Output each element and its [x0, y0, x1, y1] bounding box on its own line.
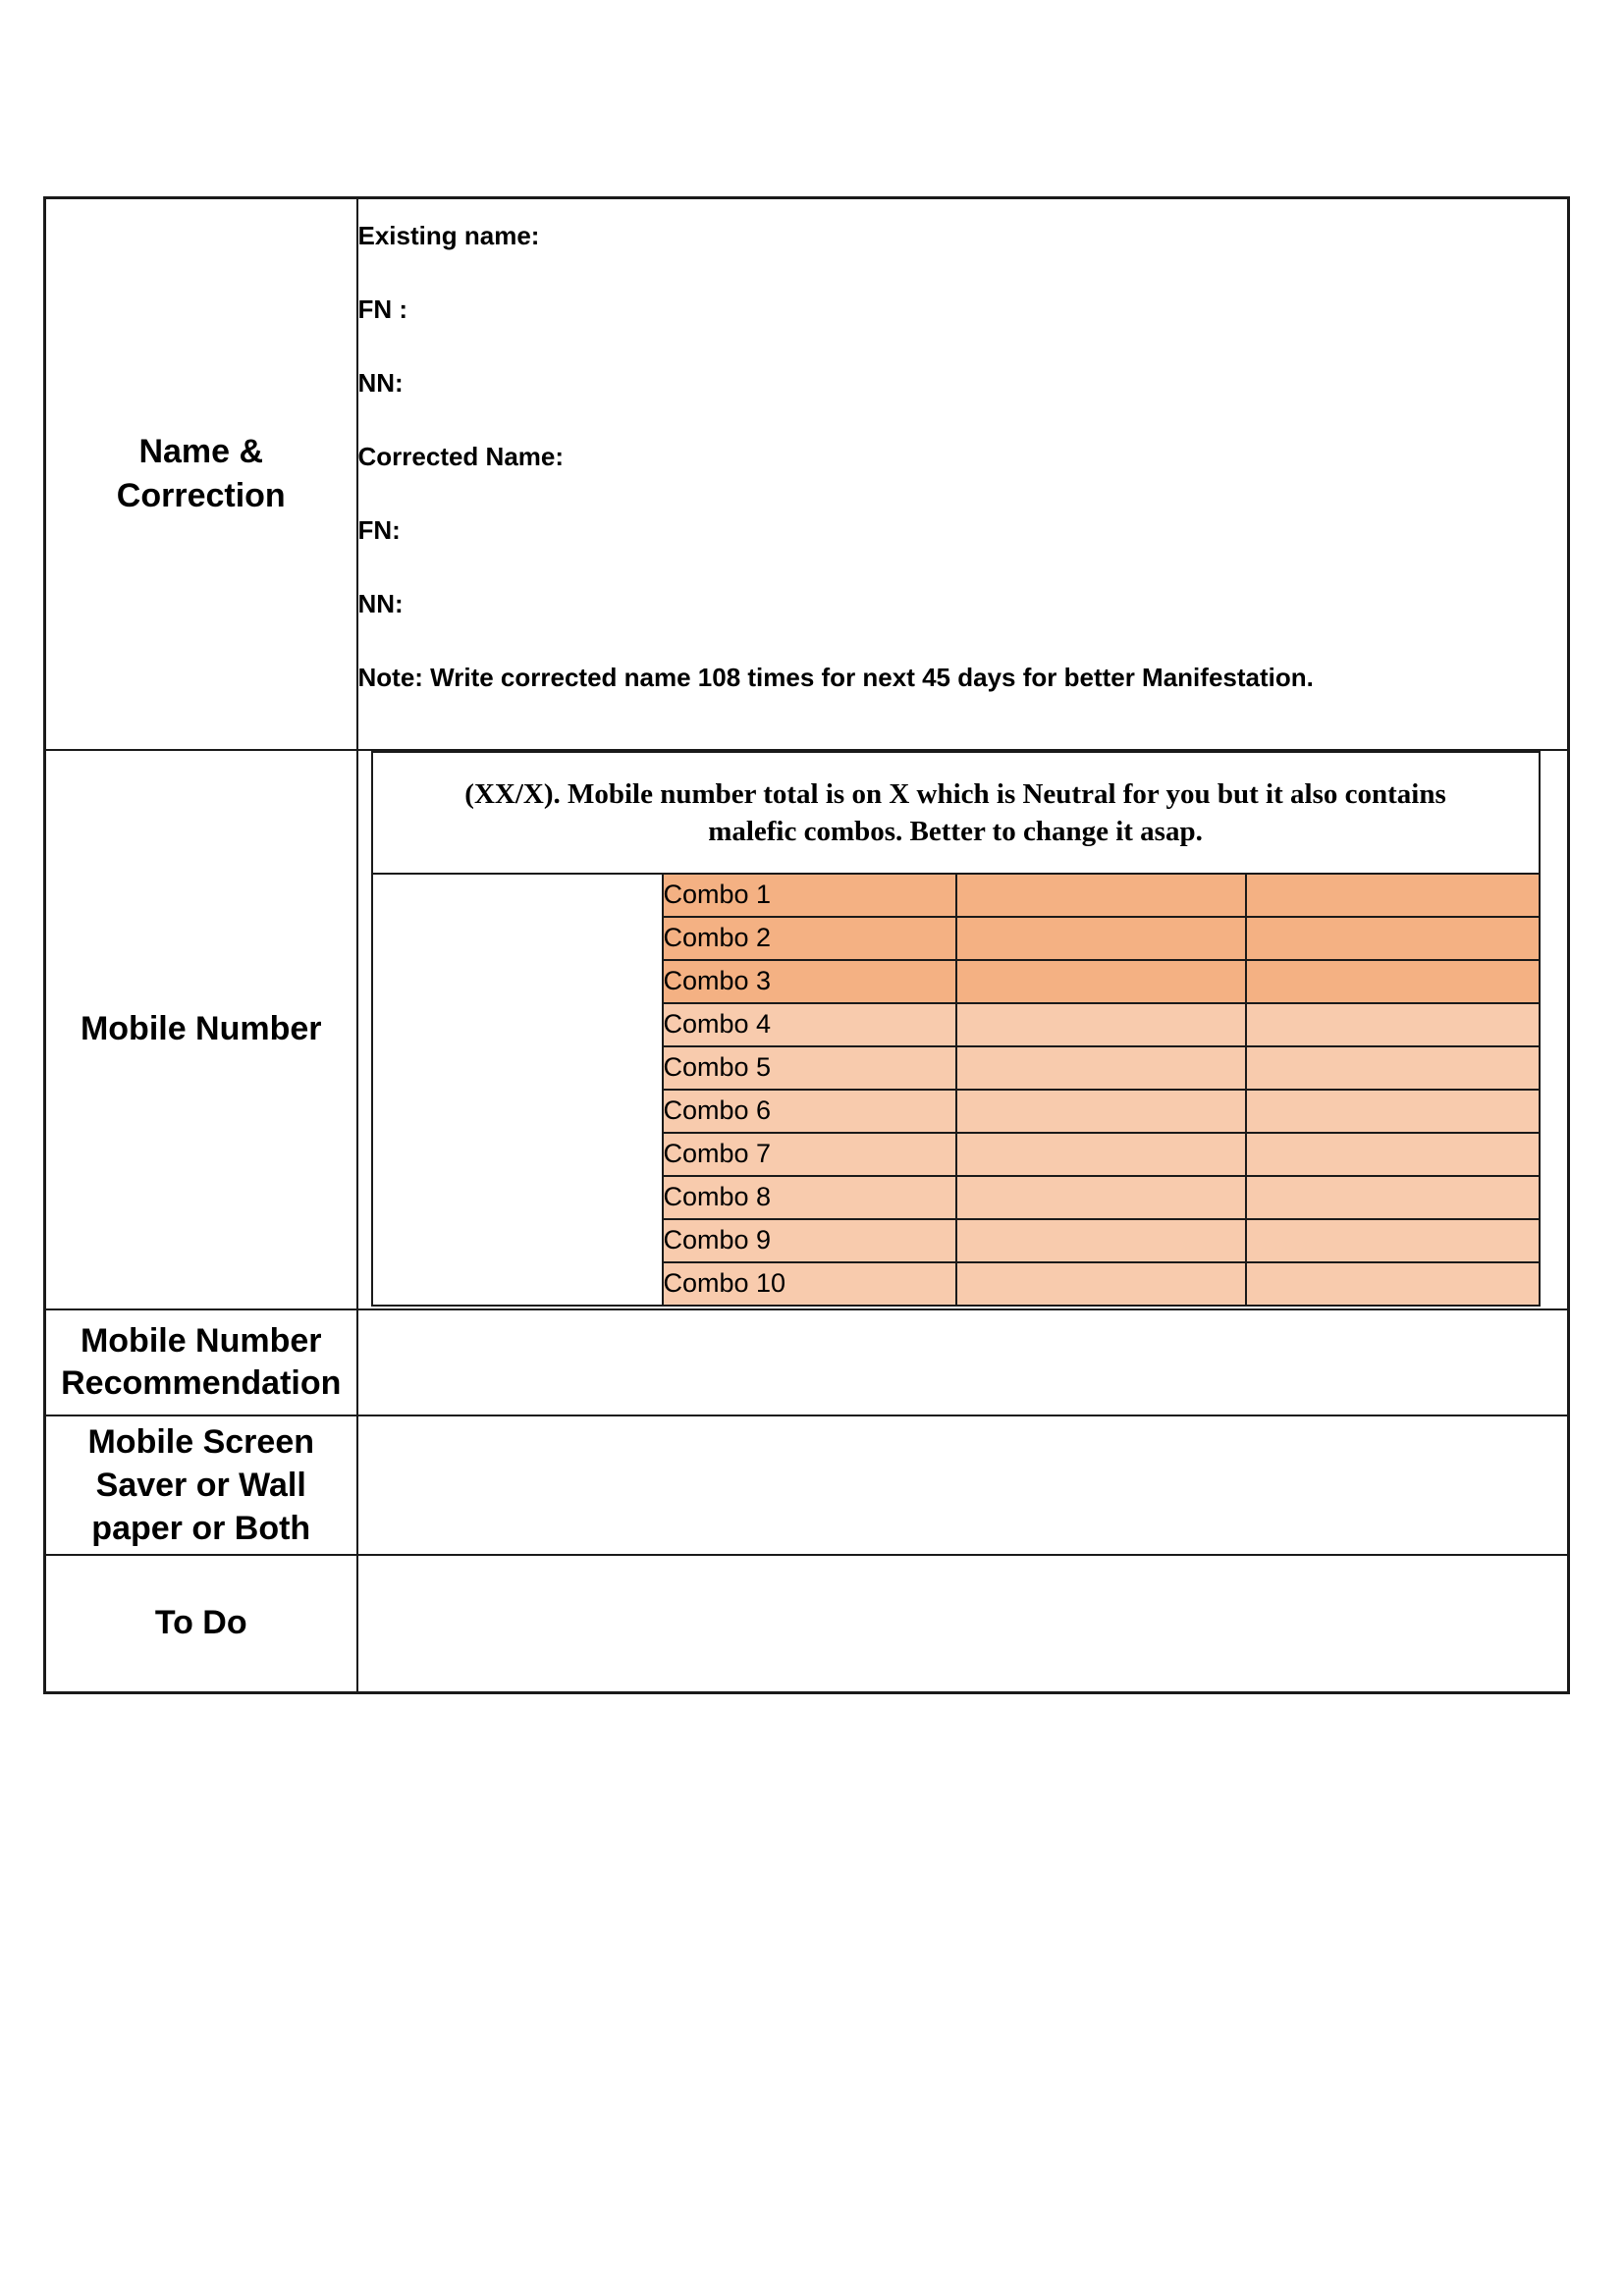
- row-mobile-number: [45, 750, 1569, 1309]
- combo-value-cell: [1246, 1090, 1540, 1133]
- to-do-label: [45, 1555, 357, 1693]
- mobile-screen-saver-content: [357, 1415, 1569, 1555]
- mobile-number-recommendation-content: [357, 1309, 1569, 1415]
- nn-line: NN:: [357, 368, 404, 398]
- combo-label: Combo 10: [663, 1262, 956, 1306]
- to-do-content: [357, 1555, 1569, 1693]
- label-line: Saver or Wall: [95, 1466, 306, 1504]
- statement-line: malefic combos. Better to change it asap.: [708, 815, 1203, 847]
- label-line: To Do: [154, 1604, 247, 1642]
- mobile-number-content: [357, 750, 1569, 1309]
- combo-value-cell: [956, 1219, 1246, 1262]
- combo-label: Combo 8: [663, 1176, 956, 1219]
- label-line: Mobile Screen: [87, 1422, 314, 1461]
- combo-label: Combo 5: [663, 1046, 956, 1090]
- main-table: [43, 196, 1570, 1694]
- mobile-number-recommendation-label: [45, 1309, 357, 1415]
- combo-table: [371, 751, 1541, 1307]
- combo-label: Combo 7: [663, 1133, 956, 1176]
- statement-row: [372, 752, 1540, 874]
- combo-value-cell: [956, 1046, 1246, 1090]
- combo-value-cell: [1246, 1219, 1540, 1262]
- combo-label: Combo 2: [663, 917, 956, 960]
- combo-value-cell: [1246, 917, 1540, 960]
- combo-value-cell: [956, 1262, 1246, 1306]
- combo-label: Combo 4: [663, 1003, 956, 1046]
- corrected-nn-line: NN:: [357, 589, 404, 618]
- combo-value-cell: [1246, 1003, 1540, 1046]
- combo-value-cell: [956, 1090, 1246, 1133]
- label-line: Mobile Number: [80, 1321, 322, 1360]
- name-correction-label: [45, 198, 357, 750]
- combo-value-cell: [956, 1133, 1246, 1176]
- combo-value-cell: [1246, 1046, 1540, 1090]
- combo-value-cell: [1246, 1262, 1540, 1306]
- row-name-correction: [45, 198, 1569, 750]
- label-line: Recommendation: [61, 1363, 342, 1402]
- label-line: paper or Both: [91, 1509, 311, 1547]
- combo-value-cell: [956, 917, 1246, 960]
- combo-label: Combo 9: [663, 1219, 956, 1262]
- combo-spacer-cell: [372, 874, 663, 1306]
- existing-name-line: Existing name:: [357, 221, 540, 250]
- row-mobile-screen-saver: [45, 1415, 1569, 1555]
- combo-label: Combo 3: [663, 960, 956, 1003]
- combo-row: [372, 874, 1540, 917]
- statement-line: (XX/X). Mobile number total is on X which is Neutral for you but it also contains: [464, 777, 1446, 810]
- name-correction-content: [357, 198, 1569, 750]
- combo-value-cell: [956, 1003, 1246, 1046]
- corrected-fn-line: FN:: [357, 515, 401, 545]
- mobile-number-statement: [372, 752, 1540, 874]
- fn-line: FN :: [357, 294, 408, 324]
- combo-label: Combo 6: [663, 1090, 956, 1133]
- combo-value-cell: [956, 960, 1246, 1003]
- combo-value-cell: [1246, 960, 1540, 1003]
- combo-value-cell: [1246, 1176, 1540, 1219]
- mobile-screen-saver-label: [45, 1415, 357, 1555]
- row-to-do: [45, 1555, 1569, 1693]
- row-mobile-number-recommendation: [45, 1309, 1569, 1415]
- combo-value-cell: [1246, 874, 1540, 917]
- combo-label: Combo 1: [663, 874, 956, 917]
- mobile-number-label: [45, 750, 357, 1309]
- combo-value-cell: [1246, 1133, 1540, 1176]
- label-line: Name &: [138, 432, 264, 470]
- combo-value-cell: [956, 874, 1246, 917]
- label-line: Mobile Number: [80, 1010, 322, 1047]
- note-line: Note: Write corrected name 108 times for next 45 days for better Manifestation.: [357, 663, 1314, 692]
- label-line: Correction: [116, 476, 286, 514]
- corrected-name-line: Corrected Name:: [357, 442, 565, 471]
- combo-value-cell: [956, 1176, 1246, 1219]
